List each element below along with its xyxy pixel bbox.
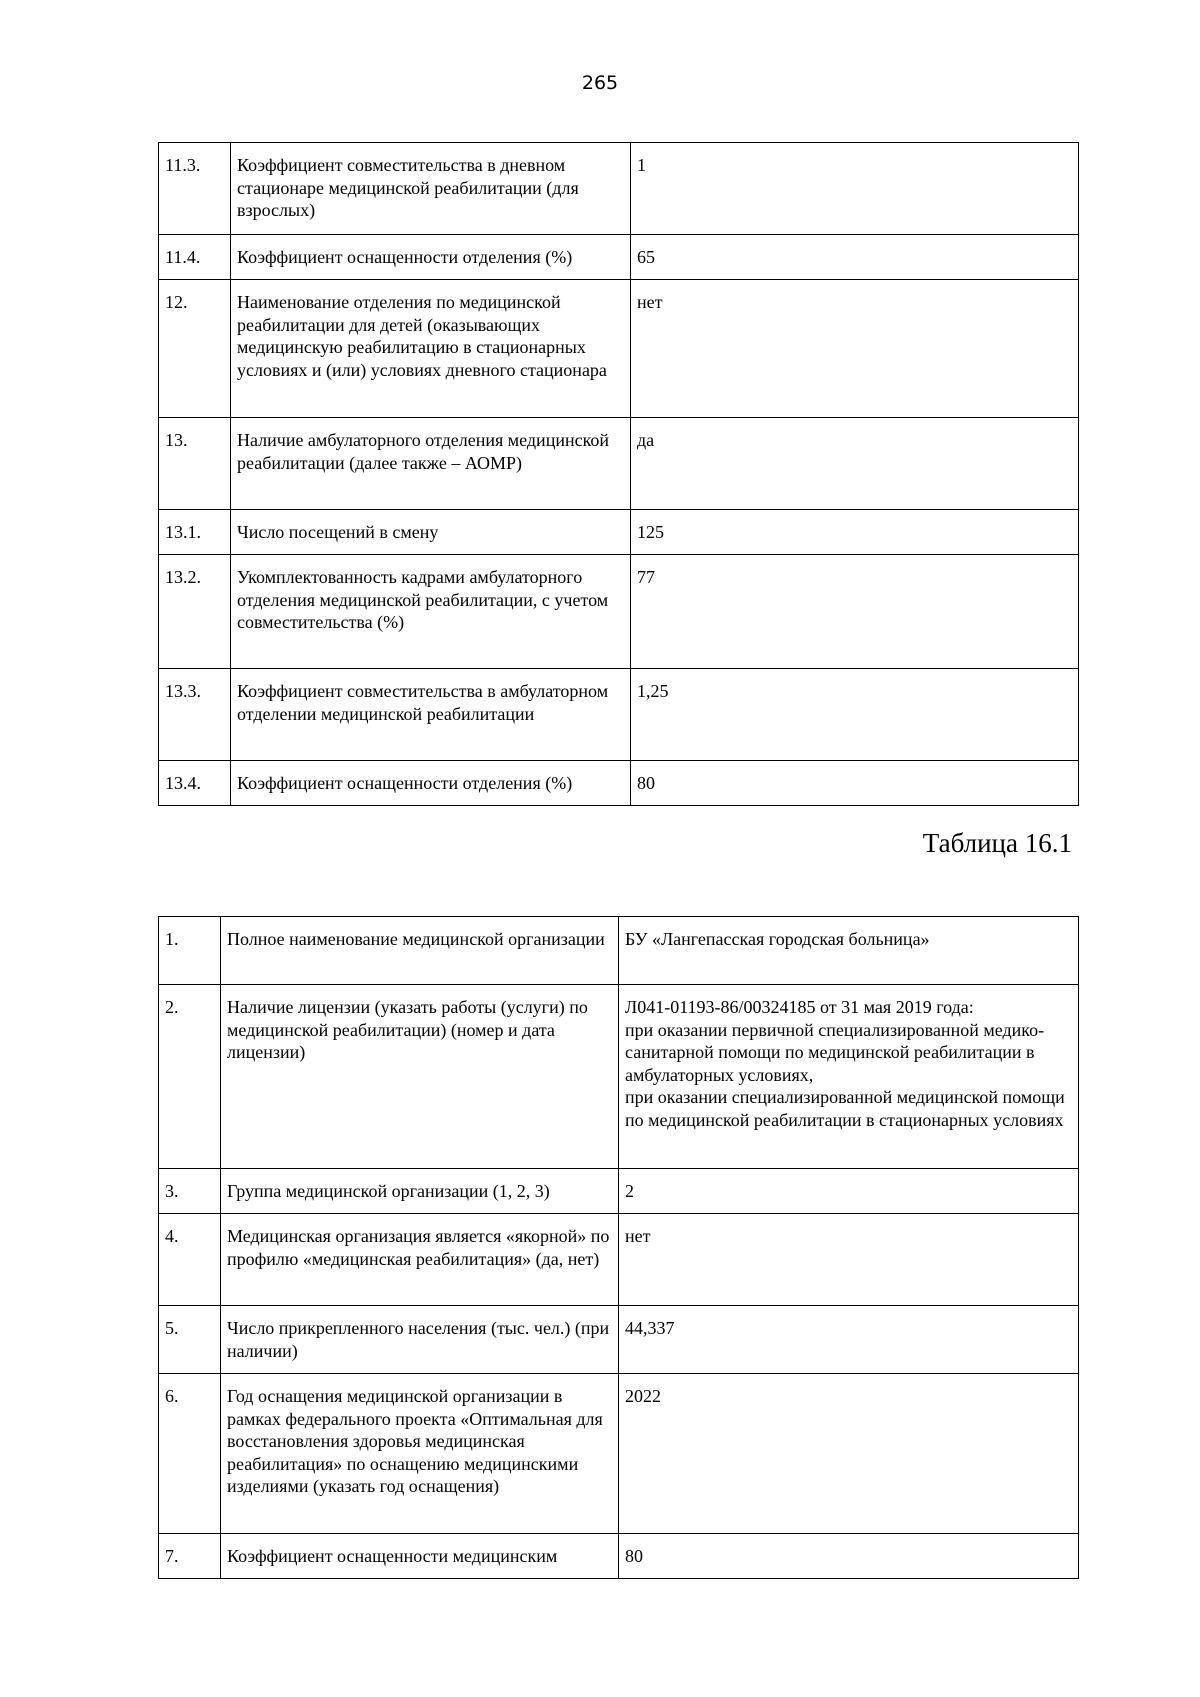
row-label: Коэффициент совместительства в дневном стационаре медицинской реабилитации (для взрослых) — [231, 143, 631, 235]
row-label: Число посещений в смену — [231, 510, 631, 555]
row-value: 80 — [619, 1534, 1079, 1579]
page-number: 265 — [581, 72, 619, 94]
table-row — [159, 510, 1079, 555]
row-value: нет — [619, 1214, 1079, 1306]
row-number: 1. — [159, 917, 221, 985]
row-number: 5. — [159, 1306, 221, 1374]
row-value: Л041-01193-86/00324185 от 31 мая 2019 года: при оказании первичной специализированной медико-санитарной помощи по медицинской реабилитации в амбулаторных условиях, при оказании специализированной медицинской помощи по медицинской реабилитации в стационарных условиях — [619, 985, 1079, 1169]
table-row — [159, 1306, 1079, 1374]
row-number: 13.4. — [159, 761, 231, 806]
row-number: 13.3. — [159, 669, 231, 761]
row-number: 4. — [159, 1214, 221, 1306]
row-value: 77 — [631, 555, 1079, 669]
row-label: Наименование отделения по медицинской реабилитации для детей (оказывающих медицинскую реабилитацию в стационарных условиях и (или) условиях дневного стационара — [231, 280, 631, 418]
row-number: 11.4. — [159, 235, 231, 280]
table-row — [159, 917, 1079, 985]
table-row — [159, 669, 1079, 761]
table-row — [159, 1534, 1079, 1579]
row-value: 44,337 — [619, 1306, 1079, 1374]
row-value: да — [631, 418, 1079, 510]
table-row — [159, 1169, 1079, 1214]
row-label: Коэффициент оснащенности отделения (%) — [231, 761, 631, 806]
row-number: 13.2. — [159, 555, 231, 669]
row-number: 6. — [159, 1374, 221, 1534]
table-caption: Таблица 16.1 — [922, 828, 1072, 858]
row-number: 11.3. — [159, 143, 231, 235]
row-number: 2. — [159, 985, 221, 1169]
row-label: Медицинская организация является «якорной» по профилю «медицинская реабилитация» (да, нет) — [221, 1214, 619, 1306]
row-label: Полное наименование медицинской организации — [221, 917, 619, 985]
row-label: Коэффициент совместительства в амбулаторном отделении медицинской реабилитации — [231, 669, 631, 761]
row-label: Наличие лицензии (указать работы (услуги) по медицинской реабилитации) (номер и дата лицензии) — [221, 985, 619, 1169]
table-row — [159, 555, 1079, 669]
row-value: 65 — [631, 235, 1079, 280]
table-row — [159, 1374, 1079, 1534]
row-value: нет — [631, 280, 1079, 418]
table-row — [159, 143, 1079, 235]
table-row — [159, 1214, 1079, 1306]
row-value: 1,25 — [631, 669, 1079, 761]
row-label: Группа медицинской организации (1, 2, 3) — [221, 1169, 619, 1214]
row-value: 1 — [631, 143, 1079, 235]
row-value: БУ «Лангепасская городская больница» — [619, 917, 1079, 985]
table-row — [159, 280, 1079, 418]
table-row — [159, 985, 1079, 1169]
row-number: 3. — [159, 1169, 221, 1214]
row-number: 12. — [159, 280, 231, 418]
row-number: 7. — [159, 1534, 221, 1579]
table-continued — [158, 142, 1079, 806]
row-label: Год оснащения медицинской организации в рамках федерального проекта «Оптимальная для восстановления здоровья медицинская реабилитация» по оснащению медицинскими изделиями (указать год оснащения) — [221, 1374, 619, 1534]
row-label: Коэффициент оснащенности медицинским — [221, 1534, 619, 1579]
row-value: 2 — [619, 1169, 1079, 1214]
row-number: 13. — [159, 418, 231, 510]
row-label: Число прикрепленного населения (тыс. чел.) (при наличии) — [221, 1306, 619, 1374]
row-value: 125 — [631, 510, 1079, 555]
row-label: Укомплектованность кадрами амбулаторного отделения медицинской реабилитации, с учетом совместительства (%) — [231, 555, 631, 669]
table-row — [159, 418, 1079, 510]
table-16-1 — [158, 916, 1079, 1579]
row-number: 13.1. — [159, 510, 231, 555]
table-row — [159, 235, 1079, 280]
row-label: Наличие амбулаторного отделения медицинской реабилитации (далее также – АОМР) — [231, 418, 631, 510]
row-value: 2022 — [619, 1374, 1079, 1534]
table-row — [159, 761, 1079, 806]
row-label: Коэффициент оснащенности отделения (%) — [231, 235, 631, 280]
row-value: 80 — [631, 761, 1079, 806]
